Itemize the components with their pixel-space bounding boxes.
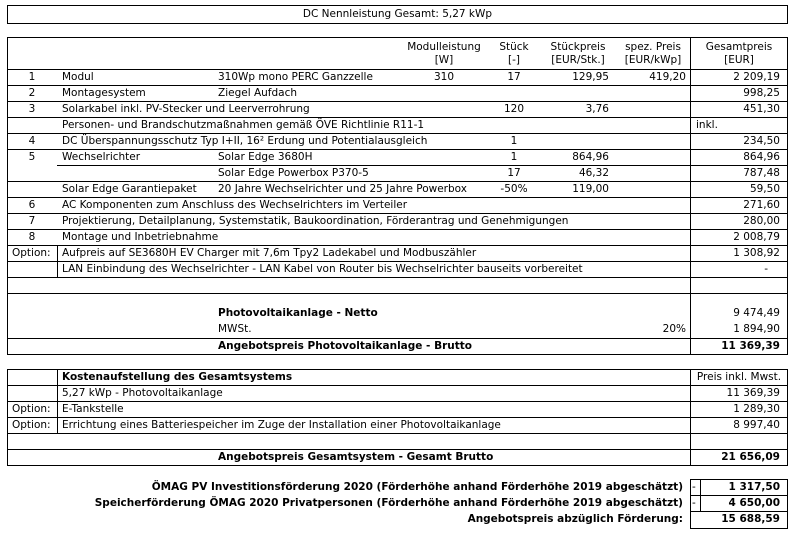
- foerderung-speicher-sign: -: [692, 497, 696, 509]
- row-personenschutz-gesamt: inkl.: [696, 119, 718, 131]
- summary-row-divider: [7, 417, 788, 418]
- col-spez-preis-unit: [EUR/kWp]: [624, 54, 682, 66]
- row-divider: [7, 261, 788, 262]
- row-powerbox-stueckpreis: 46,32: [578, 167, 609, 179]
- foerderung-pv-label: ÖMAG PV Investitionsförderung 2020 (Förderhöhe anhand Förderhöhe 2019 abgeschätzt): [151, 481, 683, 493]
- row-divider: [7, 69, 788, 70]
- row-divider: [7, 85, 788, 86]
- summary-row-divider: [7, 401, 788, 402]
- brutto-label: Angebotspreis Photovoltaikanlage - Brutto: [218, 340, 472, 352]
- summary-total-value: 21 656,09: [721, 451, 780, 463]
- row-2-nr: 2: [28, 87, 36, 99]
- netto-label: Photovoltaikanlage - Netto: [218, 307, 378, 319]
- row-4-nr: 4: [28, 135, 36, 147]
- row-8-name: Montage und Inbetriebnahme: [62, 231, 219, 243]
- row-3-stueckpreis: 3,76: [585, 103, 609, 115]
- summary-row-speicher-name: Errichtung eines Batteriespeicher im Zuge der Installation einer Photovoltaikanlage: [62, 419, 501, 431]
- col-gesamtpreis: Gesamtpreis: [705, 41, 773, 53]
- row-1-nr: 1: [28, 71, 36, 83]
- option-column-divider: [57, 245, 58, 277]
- row-lan-name: LAN Einbindung des Wechselrichter - LAN Kabel von Router bis Wechselrichter bauseits vorbereitet: [62, 263, 583, 275]
- row-divider: [7, 338, 788, 339]
- row-7-nr: 7: [28, 215, 36, 227]
- summary-row-etankstelle-value: 1 289,30: [733, 403, 780, 415]
- row-lan-gesamt: -: [764, 263, 768, 275]
- summary-row-label: Option:: [12, 419, 51, 431]
- row-5-stueck: 1: [510, 151, 518, 163]
- foerderung-row-divider: [690, 495, 788, 496]
- col-stueckpreis: Stückpreis: [550, 41, 606, 53]
- row-powerbox-detail: Solar Edge Powerbox P370-5: [218, 167, 369, 179]
- netto-value: 9 474,49: [733, 307, 780, 319]
- col-spez-preis: spez. Preis: [625, 41, 681, 53]
- foerderung-pv-sign: -: [692, 481, 696, 493]
- col-modulleistung: Modulleistung: [407, 41, 481, 53]
- row-divider: [7, 229, 788, 230]
- mwst-value: 1 894,90: [733, 323, 780, 335]
- row-5-nr: 5: [28, 151, 36, 163]
- row-divider: [7, 117, 788, 118]
- foerderung-speicher-label: Speicherförderung ÖMAG 2020 Privatpersonen (Förderhöhe anhand Förderhöhe 2019 abgeschätzt): [94, 497, 683, 509]
- row-1-spez: 419,20: [649, 71, 686, 83]
- row-5-gesamt: 864,96: [743, 151, 780, 163]
- summary-title: Kostenaufstellung des Gesamtsystems: [62, 371, 293, 383]
- summary-row-pv-value: 11 369,39: [726, 387, 780, 399]
- summary-row-etankstelle-name: E-Tankstelle: [62, 403, 124, 415]
- col-stueckpreis-unit: [EUR/Stk.]: [551, 54, 605, 66]
- col-stueck-unit: [-]: [508, 54, 520, 66]
- row-8-nr: 8: [28, 231, 36, 243]
- row-divider: [7, 197, 788, 198]
- dc-nennleistung-box: [7, 5, 788, 24]
- row-4-name: DC Überspannungsschutz Typ I+II, 16² Erdung und Potentialausgleich: [62, 135, 428, 147]
- foerderung-speicher-value: 4 650,00: [728, 497, 780, 509]
- col-modulleistung-unit: [W]: [434, 54, 454, 66]
- row-personenschutz-name: Personen- und Brandschutzmaßnahmen gemäß ÖVE Richtlinie R11-1: [62, 119, 425, 131]
- mwst-rate: 20%: [662, 323, 686, 335]
- row-6-nr: 6: [28, 199, 36, 211]
- row-1-leistung: 310: [433, 71, 455, 83]
- row-ev-charger-gesamt: 1 308,92: [733, 247, 780, 259]
- row-2-detail: Ziegel Aufdach: [218, 87, 298, 99]
- row-5-name: Wechselrichter: [62, 151, 141, 163]
- dc-nennleistung-text: DC Nennleistung Gesamt: 5,27 kWp: [302, 8, 493, 20]
- row-2-name: Montagesystem: [62, 87, 146, 99]
- row-option-label: Option:: [12, 247, 51, 259]
- summary-row-divider: [7, 449, 788, 450]
- row-divider: [7, 149, 788, 150]
- row-divider: [7, 293, 788, 294]
- row-2-gesamt: 998,25: [743, 87, 780, 99]
- summary-price-header: Preis inkl. Mwst.: [696, 371, 782, 383]
- row-6-name: AC Komponenten zum Anschluss des Wechselrichters im Verteiler: [62, 199, 408, 211]
- row-divider: [7, 181, 788, 182]
- brutto-value: 11 369,39: [721, 340, 780, 352]
- summary-total-label: Angebotspreis Gesamtsystem - Gesamt Brutto: [218, 451, 494, 463]
- row-powerbox-stueck: 17: [507, 167, 521, 179]
- col-gesamtpreis-unit: [EUR]: [724, 54, 754, 66]
- row-divider: [7, 277, 788, 278]
- row-5-stueckpreis: 864,96: [572, 151, 609, 163]
- row-garantie-stueckpreis: 119,00: [572, 183, 609, 195]
- row-divider: [7, 101, 788, 102]
- row-divider: [7, 245, 788, 246]
- row-1-gesamt: 2 209,19: [733, 71, 780, 83]
- row-3-gesamt: 451,30: [743, 103, 780, 115]
- row-6-gesamt: 271,60: [743, 199, 780, 211]
- row-garantie-detail: 20 Jahre Wechselrichter und 25 Jahre Powerbox: [218, 183, 467, 195]
- row-3-stueck: 120: [503, 103, 525, 115]
- row-5-detail: Solar Edge 3680H: [218, 151, 313, 163]
- row-1-stueckpreis: 129,95: [572, 71, 609, 83]
- foerderung-final-label: Angebotspreis abzüglich Förderung:: [467, 513, 683, 525]
- row-powerbox-gesamt: 787,48: [743, 167, 780, 179]
- row-3-nr: 3: [28, 103, 36, 115]
- row-garantie-gesamt: 59,50: [749, 183, 780, 195]
- row-divider: [7, 213, 788, 214]
- row-7-gesamt: 280,00: [743, 215, 780, 227]
- row-divider: [7, 133, 788, 134]
- row-8-gesamt: 2 008,79: [733, 231, 780, 243]
- foerderung-pv-value: 1 317,50: [728, 481, 780, 493]
- row-garantie-stueck: -50%: [500, 183, 528, 195]
- row-1-name: Modul: [62, 71, 94, 83]
- row-4-stueck: 1: [510, 135, 518, 147]
- foerderung-sign-divider: [700, 479, 701, 511]
- summary-row-pv-name: 5,27 kWp - Photovoltaikanlage: [62, 387, 223, 399]
- row-garantie-name: Solar Edge Garantiepaket: [62, 183, 197, 195]
- summary-row-divider: [7, 433, 788, 434]
- col-stueck: Stück: [499, 41, 529, 53]
- summary-row-label: Option:: [12, 403, 51, 415]
- row-7-name: Projektierung, Detailplanung, Systemstatik, Baukoordination, Förderantrag und Genehmigungen: [62, 215, 569, 227]
- row-3-name: Solarkabel inkl. PV-Stecker und Leerverrohrung: [62, 103, 310, 115]
- row-4-gesamt: 234,50: [743, 135, 780, 147]
- summary-row-divider: [7, 385, 788, 386]
- row-1-detail: 310Wp mono PERC Ganzzelle: [218, 71, 373, 83]
- foerderung-row-divider: [690, 511, 788, 512]
- mwst-label: MWSt.: [218, 323, 252, 335]
- foerderung-final-value: 15 688,59: [721, 513, 780, 525]
- row-1-stueck: 17: [507, 71, 521, 83]
- row-ev-charger-name: Aufpreis auf SE3680H EV Charger mit 7,6m Tpy2 Ladekabel und Modbuszähler: [62, 247, 477, 259]
- row-divider: [57, 165, 788, 166]
- summary-row-speicher-value: 8 997,40: [733, 419, 780, 431]
